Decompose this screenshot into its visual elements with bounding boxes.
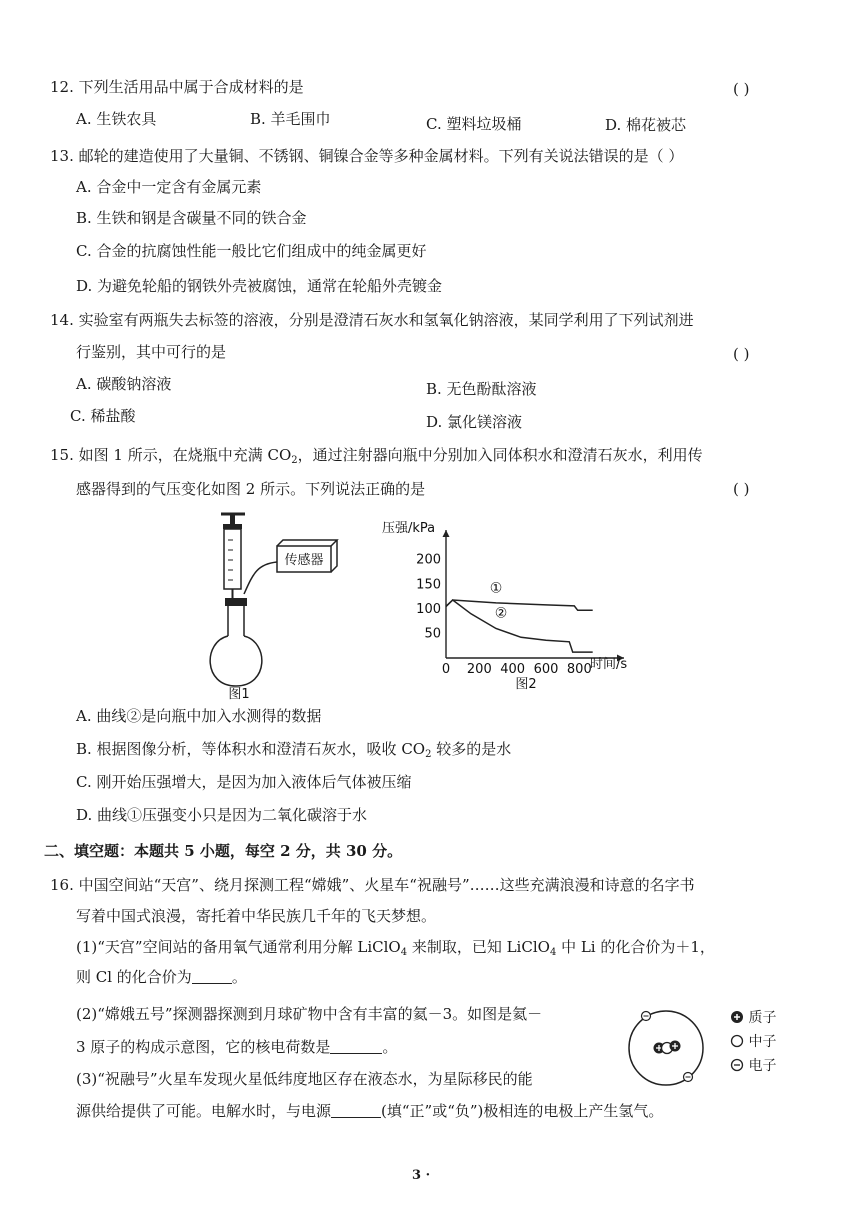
q16-part2-answer-blank[interactable] (330, 1039, 382, 1054)
series-line-2 (446, 600, 593, 652)
q14-option-c: C. 稀盐酸 (70, 407, 136, 425)
q16-stem-line2: 写着中国式浪漫，寄托着中华民族几千年的飞天梦想。 (76, 907, 437, 925)
y-axis-arrow-icon (443, 530, 450, 537)
q13-stem: 13. 邮轮的建造使用了大量铜、不锈钢、铜镍合金等多种金属材料。下列有关说法错误的是（ ） (50, 147, 684, 165)
q14-option-d: D. 氯化镁溶液 (426, 413, 523, 431)
figure-1-caption: 图1 (228, 687, 250, 700)
legend-electron: 电子 (730, 1054, 776, 1078)
x-tick-label: 0 (441, 662, 451, 677)
q16-part3-line2: 源供给提供了可能。电解水时，与电源 (填“正”或“负”)极相连的电极上产生氢气。 (76, 1102, 664, 1120)
atom-legend (730, 1006, 776, 1078)
q16-part3-answer-blank[interactable] (331, 1103, 381, 1118)
q15-stem-line2: 感器得到的气压变化如图 2 所示。下列说法正确的是 (76, 480, 426, 498)
legend-proton: 质子 (730, 1006, 776, 1030)
q12-option-b: B. 羊毛围巾 (250, 110, 331, 128)
y-tick-label: 50 (424, 626, 441, 642)
q12-option-c: C. 塑料垃圾桶 (426, 115, 522, 133)
q15-option-c: C. 刚开始压强增大，是因为加入液体后气体被压缩 (76, 773, 412, 791)
q15-answer-paren: ( ) (733, 480, 750, 498)
q16-stem-line1: 16. 中国空间站“天宫”、绕月探测工程“嫦娥”、火星车“祝融号”……这些充满浪漫和诗意的名字书 (50, 876, 695, 894)
x-tick-label: 600 (533, 662, 559, 677)
page-number: 3 · (412, 1168, 431, 1183)
q15-option-d: D. 曲线①压强变小只是因为二氧化碳溶于水 (76, 806, 368, 824)
q15-option-a: A. 曲线②是向瓶中加入水测得的数据 (76, 707, 322, 725)
electron-legend-icon (730, 1058, 744, 1072)
proton-legend-icon (730, 1010, 744, 1024)
chart-y-axis-label: 压强/kPa (382, 521, 436, 536)
y-tick-label: 100 (416, 601, 441, 617)
y-tick-label: 200 (416, 552, 441, 568)
q16-part2-line1: (2)“嫦娥五号”探测器探测到月球矿物中含有丰富的氦－3。如图是氦－ (76, 1005, 543, 1023)
q14-option-a: A. 碳酸钠溶液 (76, 375, 172, 393)
q12-answer-paren: ( ) (733, 80, 750, 98)
sensor-label: 传感器 (284, 553, 324, 568)
legend-neutron: 中子 (730, 1030, 776, 1054)
q16-part1-line2: 则 Cl 的化合价为 。 (76, 968, 247, 986)
series-line-1 (446, 600, 593, 610)
section-2-title: 二、填空题：本题共 5 小题，每空 2 分，共 30 分。 (44, 842, 403, 860)
curve-1-label: ① (489, 580, 503, 597)
q15-option-b: B. 根据图像分析，等体积水和澄清石灰水，吸收 $CO_2$ 较多的是水 (76, 740, 512, 760)
q13-option-a: A. 合金中一定含有金属元素 (76, 178, 262, 196)
y-tick-label: 150 (416, 577, 441, 593)
helium-3-atom-diagram (620, 1004, 720, 1092)
q14-option-b: B. 无色酚酞溶液 (426, 380, 537, 398)
figure-2-pressure-chart (378, 518, 634, 702)
x-tick-label: 400 (500, 662, 526, 677)
neutron-legend-icon (730, 1034, 744, 1048)
figure-2-caption: 图2 (515, 677, 537, 692)
q13-option-d: D. 为避免轮船的钢铁外壳被腐蚀，通常在轮船外壳镀金 (76, 277, 443, 295)
q13-option-c: C. 合金的抗腐蚀性能一般比它们组成中的纯金属更好 (76, 242, 427, 260)
q13-option-b: B. 生铁和钢是含碳量不同的铁合金 (76, 209, 307, 227)
q12-option-a: A. 生铁农具 (76, 110, 157, 128)
figure-1-apparatus (195, 508, 375, 700)
q16-part1-line1: (1)“天宫”空间站的备用氧气通常利用分解 LiClO$_4$ 来制取，已知 LiClO$_4$ 中 Li 的化合价为＋1， (76, 938, 715, 958)
q15-stem-line1: 15. 如图 1 所示，在烧瓶中充满 $CO_2$，通过注射器向瓶中分别加入同体积水和澄清石灰水，利用传 (50, 446, 703, 466)
x-tick-label: 800 (566, 662, 592, 677)
q14-stem-line1: 14. 实验室有两瓶失去标签的溶液，分别是澄清石灰水和氢氧化钠溶液，某同学利用了下列试剂进 (50, 311, 694, 329)
q16-part2-line2: 3 原子的构成示意图，它的核电荷数是 。 (76, 1038, 398, 1056)
q14-answer-paren: ( ) (733, 345, 750, 363)
q16-part1-answer-blank[interactable] (192, 969, 232, 984)
q16-part3-line1: (3)“祝融号”火星车发现火星低纬度地区存在液态水，为星际移民的能 (76, 1070, 533, 1088)
x-tick-label: 200 (466, 662, 492, 677)
q12-option-d: D. 棉花被芯 (605, 116, 687, 134)
chart-x-axis-label: 时间/s (590, 657, 628, 672)
curve-2-label: ② (494, 605, 508, 622)
q14-stem-line2: 行鉴别，其中可行的是 (76, 343, 227, 361)
q12-stem: 12. 下列生活用品中属于合成材料的是 (50, 78, 304, 96)
